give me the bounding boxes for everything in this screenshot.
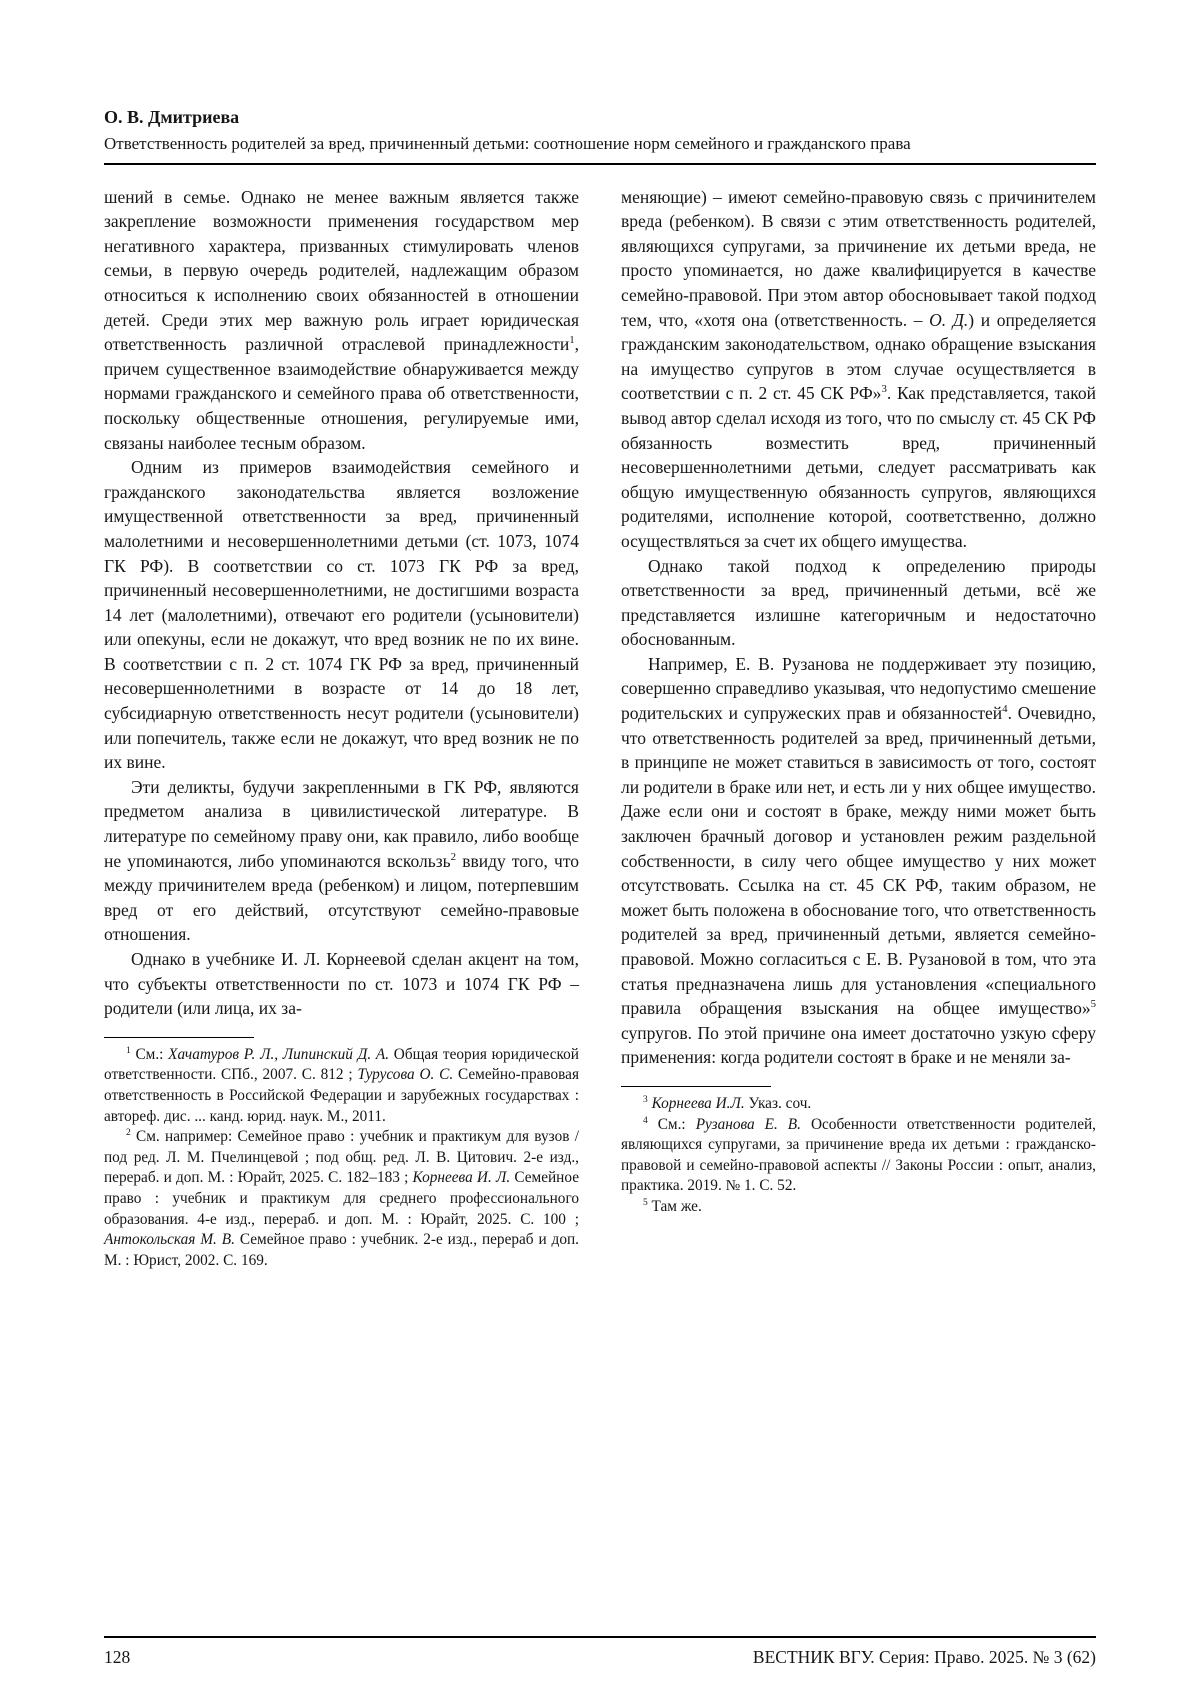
body-paragraph: Однако такой подход к определению природы ответственности за вред, причиненный детьми, всё же представляется излишне категоричным и недостаточно обоснованным. [621, 555, 1096, 650]
footnote: $^1$ См.: Хачатуров Р. Л., Липинский Д. А. Общая теория юридической ответственности. СПб., 2007. С. 812 ; Турусова О. С. Семейно-правовая ответственность в Российской Федерации и зарубежных государствах : автореф. дис. ... канд. юрид. наук. М., 2011. [104, 1045, 580, 1125]
body-paragraph: Однако в учебнике И. Л. Корнеевой сделан акцент на том, что субъекты ответственности по ст. 1073 и 1074 ГК РФ – родители (или лица, их за- [104, 949, 579, 1019]
body-paragraph: меняющие) – имеют семейно-правовую связь с причинителем вреда (ребенком). В связи с этим ответственность родителей, являющихся супругами, за причинение их детьми вреда, не просто упоминается, но даже квалифицируется в качестве семейно-правовой. При этом автор обосновывает такой подход тем, что, «хотя она (ответственность. – О. Д.) и определяется гражданским законодательством, однако обращение взыскания на имущество супругов в этом случае осуществляется в соответствии с п. 2 ст. 45 СК РФ»$^3$. Как представляется, такой вывод автор сделал исходя из того, что по смыслу ст. 45 СК РФ обязанность возместить вред, причиненный несовершеннолетними детьми, следует рассматривать как общую имущественную обязанность супругов, являющихся родителями, исполнение которой, соответственно, должно осуществляться за счет их общего имущества. [621, 186, 1097, 551]
body-paragraph: Эти деликты, будучи закрепленными в ГК РФ, являются предметом анализа в цивилистической литературе. В литературе по семейному праву они, как правило, либо вообще не упоминаются, либо упоминаются вскользь$^2$ ввиду того, что между причинителем вреда (ребенком) и лицом, потерпевшим вред от его действий, отсутствуют семейно-правовые отношения. [104, 776, 579, 945]
body-paragraph: Одним из примеров взаимодействия семейного и гражданского законодательства является возложение имущественной ответственности за вред, причиненный малолетними и несовершеннолетними детьми (ст. 1073, 1074 ГК РФ). В соответствии со ст. 1073 ГК РФ за вред, причиненный несовершеннолетними, не достигшими возраста 14 лет (малолетними), отвечают его родители (усыновители) или опекуны, если не докажут, что вред возник не по их вине. В соответствии с п. 2 ст. 1074 ГК РФ за вред, причиненный несовершеннолетними в возрасте от 14 до 18 лет, субсидиарную ответственность несут родители (усыновители) или попечитель, также если не докажут, что вред возник не по их вине. [104, 457, 579, 773]
page-number: 128 [104, 1647, 131, 1667]
footnote: $^4$ См.: Рузанова Е. В. Особенности ответственности родителей, являющихся супругами, за причинение вреда их детьми : гражданско-правовой и семейно-правовой аспекты // Законы России : опыт, анализ, практика. 2019. № 1. С. 52. [621, 1115, 1096, 1195]
page-footer [104, 1636, 1096, 1668]
right-footnote-list [621, 1094, 1096, 1218]
page-content [104, 106, 1096, 1271]
footnote: $^2$ См. например: Семейное право : учебник и практикум для вузов / под ред. Л. М. Пчелинцевой ; под общ. ред. Л. В. Цитович. 2-е изд., перераб. и доп. М. : Юрайт, 2025. С. 182–183 ; Корнеева И. Л. Семейное право : учебник и практикум для среднего профессионального образования. 4-е изд., перераб. и доп. М. : Юрайт, 2025. С. 100 ; Антокольская М. В. Семейное право : учебник. 2-е изд., перераб и доп. М. : Юрист, 2002. С. 169. [104, 1128, 579, 1269]
footnote-separator [621, 1086, 771, 1087]
left-column-text [104, 185, 579, 1021]
left-footnote-list [104, 1045, 579, 1272]
right-footnotes [621, 1086, 1096, 1218]
footnote: $^5$ Там же. [643, 1197, 702, 1215]
left-column [104, 185, 579, 1272]
body-paragraph: шений в семье. Однако не менее важным является также закрепление возможности применения государством мер негативного характера, призванных стимулировать членов семьи, в первую очередь родителей, надлежащим образом относиться к исполнению своих обязанностей в отношении детей. Среди этих мер важную роль играет юридическая ответственность различной отраслевой принадлежности$^1$, причем существенное взаимодействие обнаруживается между нормами гражданского и семейного права об ответственности, поскольку общественные отношения, регулируемые ими, связаны наиболее тесным образом. [104, 186, 579, 453]
journal-title: ВЕСТНИК ВГУ. Серия: Право. 2025. № 3 (62) [752, 1647, 1096, 1667]
author-name: О. В. Дмитриева [104, 107, 240, 127]
article-running-title: Ответственность родителей за вред, причиненный детьми: соотношение норм семейного и гражданского права [104, 133, 911, 153]
header-rule [104, 163, 1096, 165]
page-header [104, 106, 1096, 165]
body-paragraph: Например, Е. В. Рузанова не поддерживает эту позицию, совершенно справедливо указывая, что недопустимо смешение родительских и супружеских прав и обязанностей$^4$. Очевидно, что ответственность родителей за вред, причиненный детьми, в принципе не может ставиться в зависимость от того, состоят ли родители в браке или нет, и есть ли у них общее имущество. Даже если они и состоят в браке, между ними может быть заключен брачный договор и установлен режим раздельной собственности, в силу чего общее имущество у них может отсутствовать. Ссылка на ст. 45 СК РФ, таким образом, не может быть положена в обоснование того, что ответственность родителей за вред, причиненный детьми, является семейно-правовой. Можно согласиться с Е. В. Рузановой в том, что эта статья предназначена лишь для установления «специального правила обращения взыскания на общее имущество»$^5$ супругов. По этой причине она имеет достаточно узкую сферу применения: когда родители состоят в браке и не меняли за- [621, 653, 1096, 1068]
right-column-text [621, 185, 1096, 1070]
right-column [621, 185, 1096, 1272]
footnote-separator [104, 1037, 254, 1038]
two-column-body [104, 185, 1096, 1272]
footnote: $^3$ Корнеева И.Л. Указ. соч. [643, 1094, 812, 1112]
left-footnotes [104, 1037, 579, 1272]
